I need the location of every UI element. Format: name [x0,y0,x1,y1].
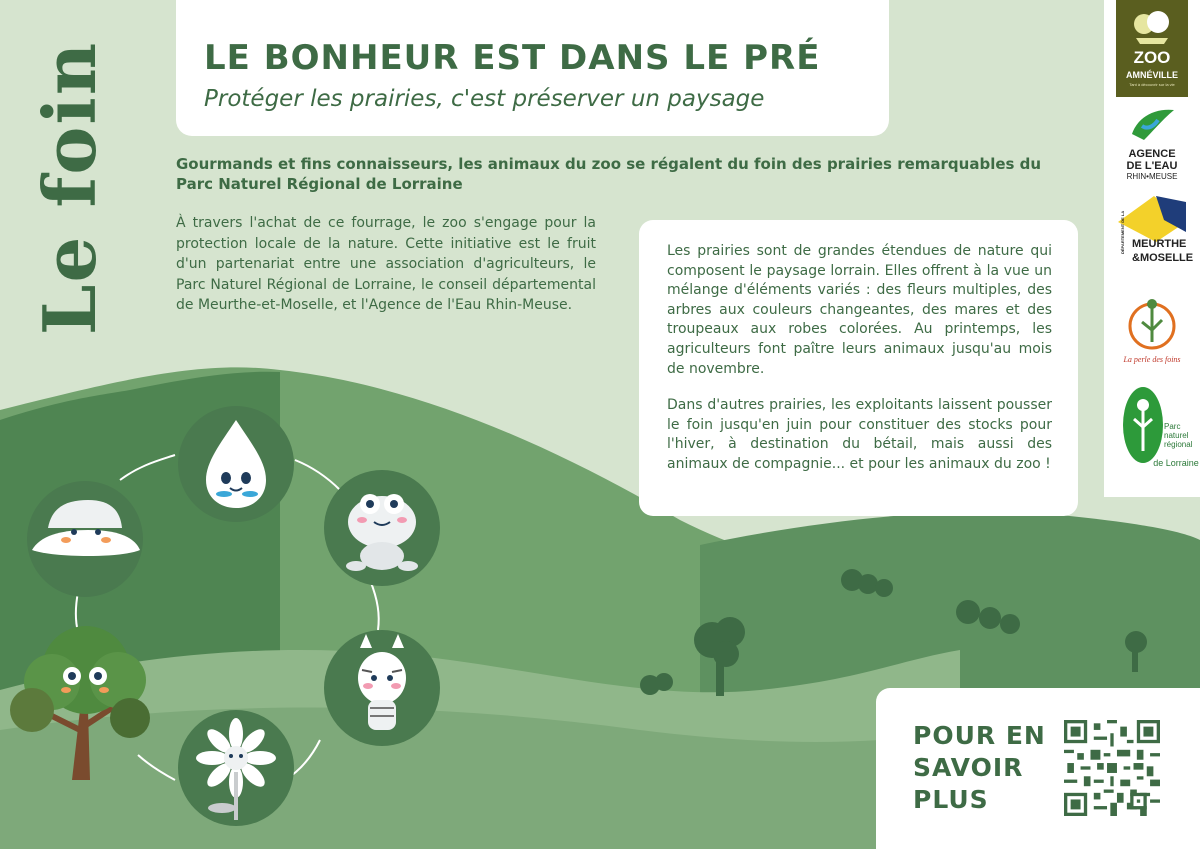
thistle-icon [1122,385,1164,465]
zoo-logo [1116,0,1188,97]
frog-icon [324,470,440,586]
pnr-line3: régional [1164,440,1193,449]
left-paragraph: À travers l'achat de ce fourrage, le zoo s'engage pour la protection locale de la nature. Cette initiative est le fruit d'un partenariat entre une association d'agriculteurs, le Parc Naturel Régional de Lorraine, le conseil départemental de Meurthe-et-Moselle, et l'Agence de l'Eau Rhin-Meuse. [176,215,596,313]
learn-more-text: POUR EN SAVOIR PLUS [913,721,1046,814]
right-paragraph-1: Les prairies sont de grandes étendues de nature qui composent le paysage lorrain. Elles offrent à la vue un mélange d'éléments variés : des fleurs multiples, des arbres aux couleurs changeantes, des mares et des troupeaux aux robes colorées. Au printemps, les agriculteurs font paître leurs animaux jusqu'au mois de novembre. [667,243,1052,377]
zoo-sub: AMNÉVILLE [1125,70,1178,80]
intro-text: Gourmands et fins connaisseurs, les animaux du zoo se régalent du foin des prairies remarquables du Parc Naturel Régional de Lorraine [176,155,1042,193]
agence-line1: AGENCE [1128,148,1176,160]
page-subtitle: Protéger les prairies, c'est préserver un paysage [204,86,765,112]
perle-name: La perle des foins [1123,355,1181,364]
agence-line3: RHIN•MEUSE [1126,172,1178,181]
department-line1: MEURTHE [1132,238,1187,250]
qr-code-icon[interactable] [1064,720,1160,816]
tree-icon [10,626,150,780]
agence-line2: DE L'EAU [1126,160,1178,172]
zoo-name: ZOO [1133,48,1171,67]
agence-eau-icon [1124,104,1180,146]
cloud-hat-icon [27,481,143,597]
character-cycle [0,380,460,849]
zoo-tag: Tant à découvrir sur la vie [1129,82,1175,87]
department-line2: &MOSELLE [1132,252,1194,264]
side-title: Le foin [27,40,112,336]
pnr-line2: naturel [1164,431,1189,440]
meurthe-moselle-logo [1104,192,1200,274]
pnr-line4: de Lorraine [1153,458,1199,468]
page-title: LE BONHEUR EST DANS LE PRÉ [204,38,821,78]
daisy-icon [178,710,294,826]
right-paragraph-2: Dans d'autres prairies, les exploitants laissent pousser le foin jusqu'en juin pour constituer des stocks pour l'hiver, à destination du bétail, mais aussi des animaux de compagnie... et pour les animaux du zoo ! [667,397,1052,472]
zoo-animal-icon [1130,8,1174,48]
info-box [876,688,1200,849]
right-text-box [639,220,1078,516]
agence-eau-logo [1104,104,1200,184]
title-box [176,0,889,136]
pnr-line1: Parc [1164,422,1181,431]
flower-meadow-icon [1124,292,1180,354]
zebra-icon [324,630,440,746]
department-prefix: DÉPARTEMENT DE LA [1120,210,1125,254]
water-drop-icon [178,406,294,522]
partner-logos [1104,0,1200,497]
